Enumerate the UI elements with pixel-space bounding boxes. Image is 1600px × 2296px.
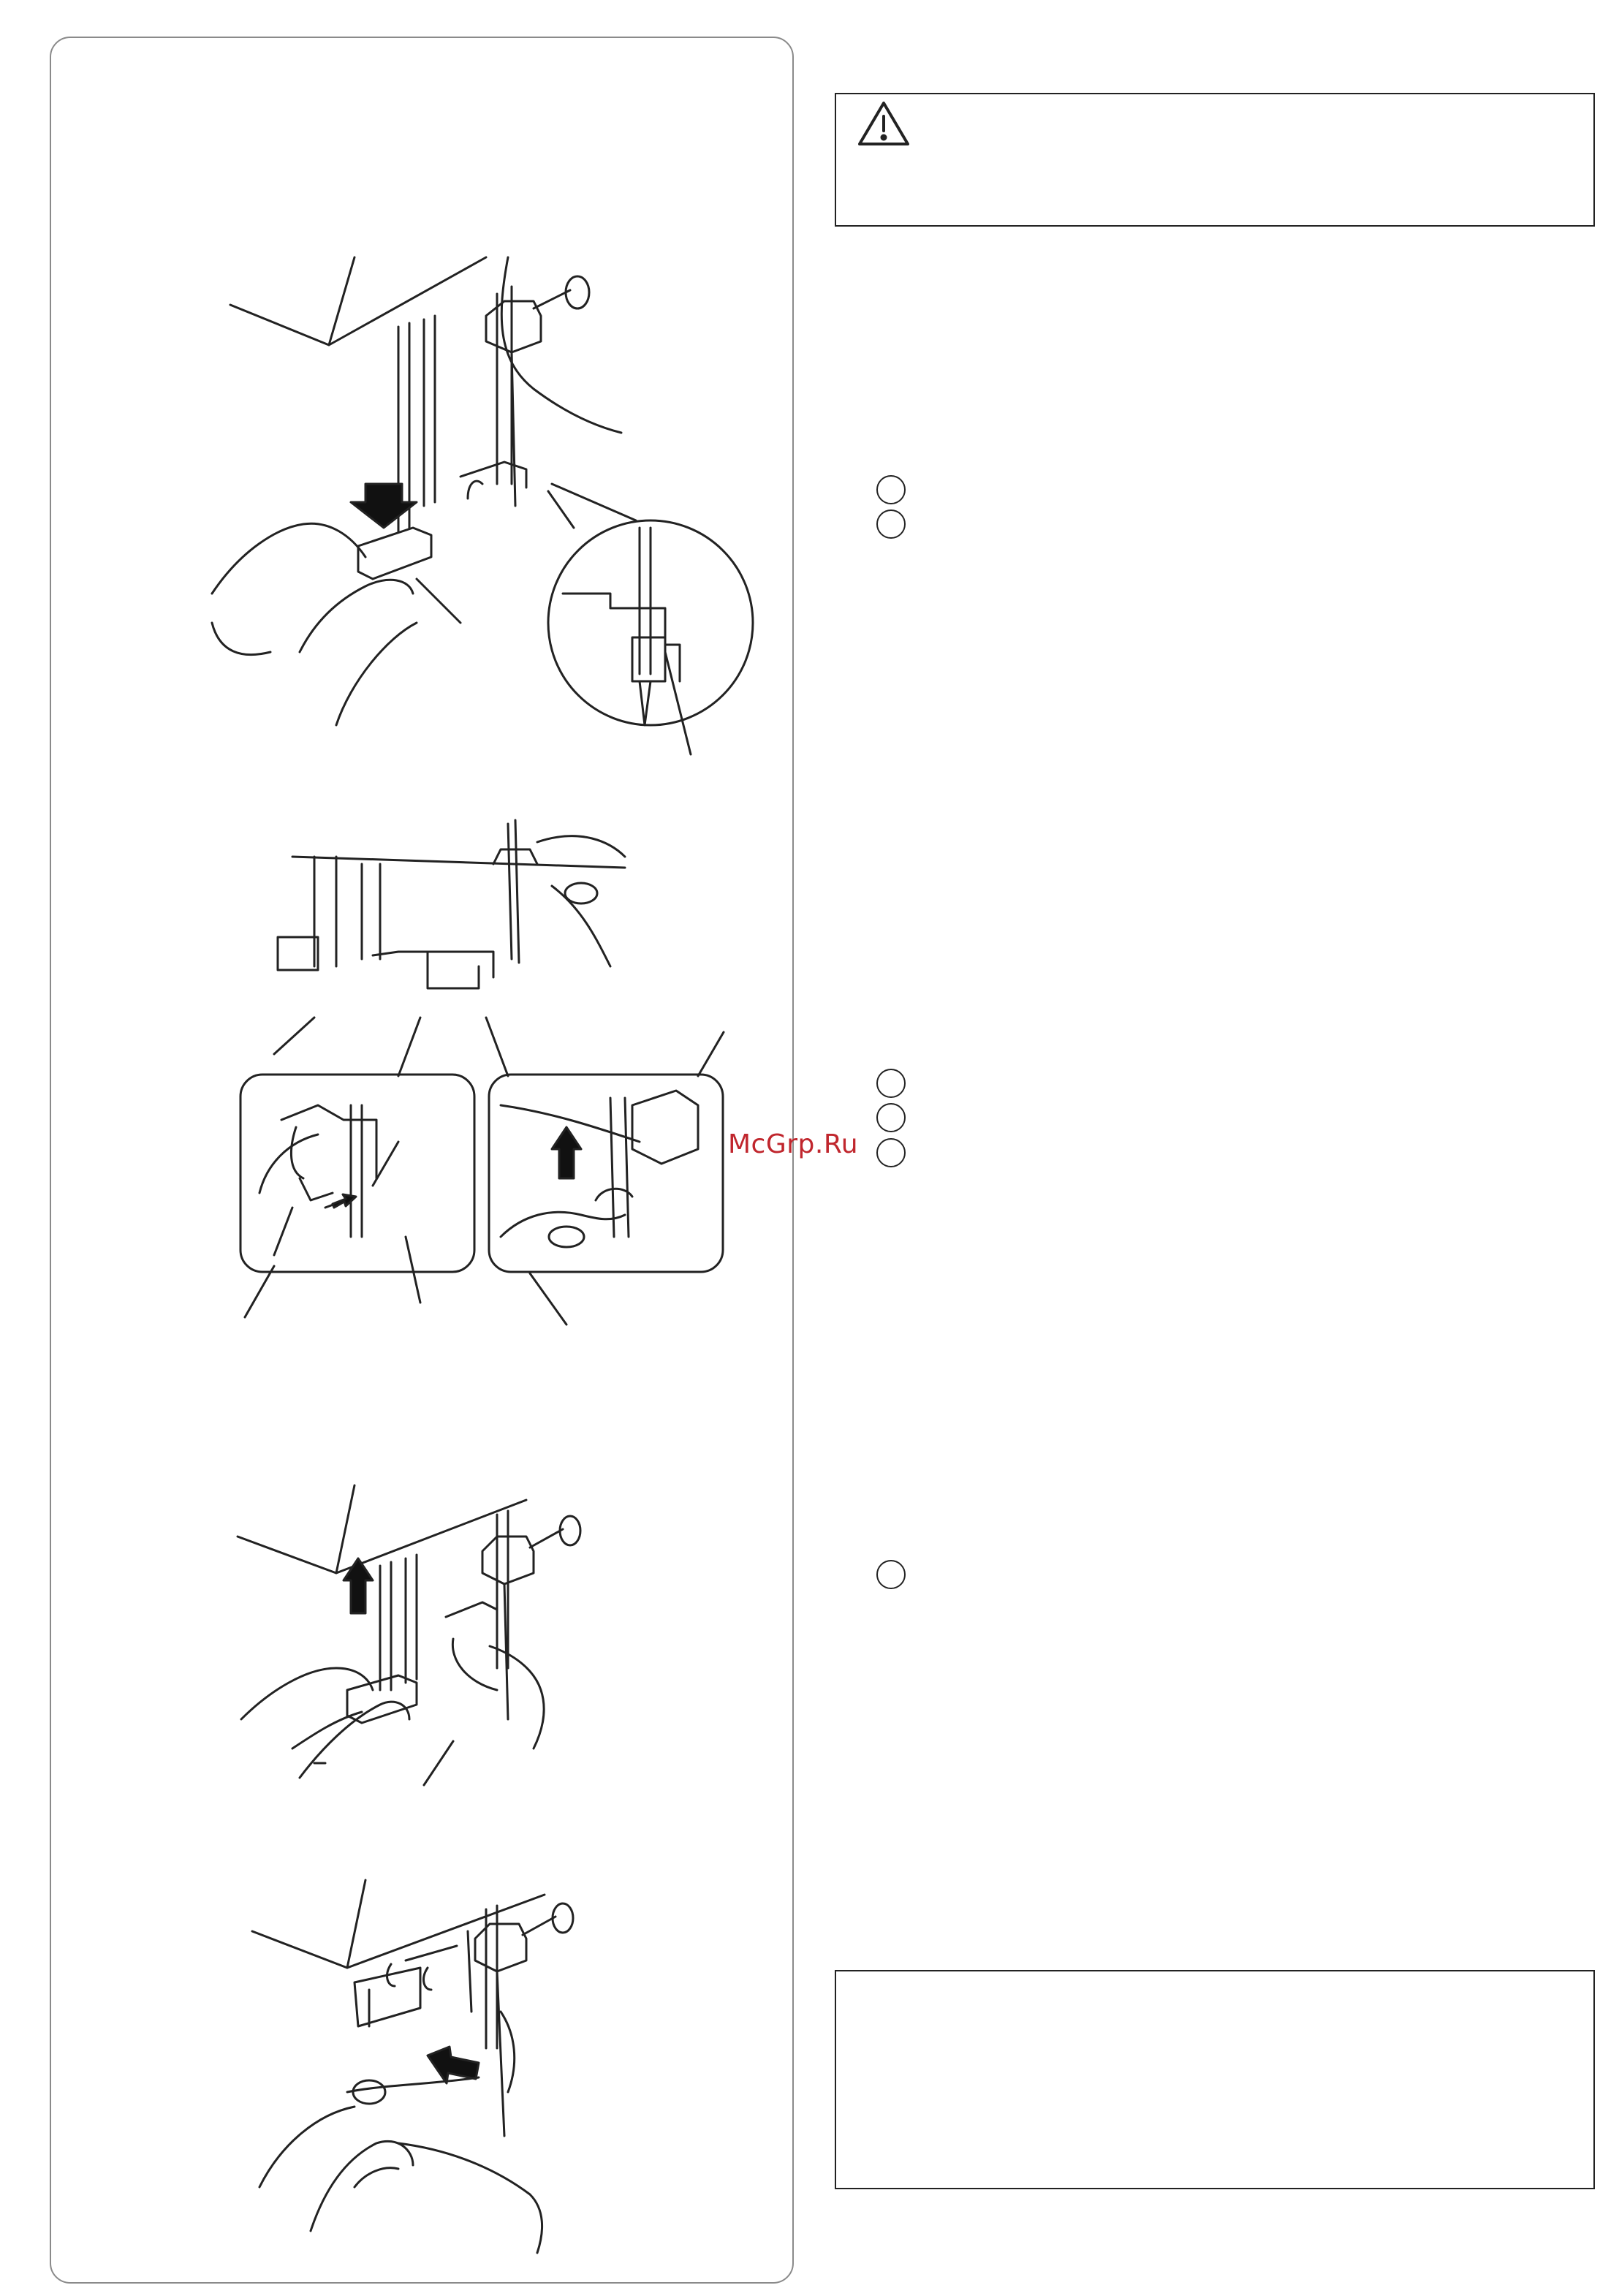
step-marker [876, 1138, 906, 1167]
illustration-panel [50, 37, 794, 2284]
step-marker [876, 1103, 906, 1132]
figure-1 [153, 213, 767, 784]
figure-3 [205, 1471, 716, 1807]
step-marker [876, 509, 906, 539]
threader-lever-release-illustration [205, 1471, 716, 1807]
step-marker [876, 1560, 906, 1589]
step-marker [876, 1069, 906, 1098]
note-box [835, 1970, 1595, 2189]
warning-triangle-icon [857, 100, 911, 147]
watermark-text: McGrp.Ru [728, 1129, 859, 1159]
step-marker [876, 475, 906, 504]
pull-thread-loop-illustration [238, 1865, 705, 2253]
figure-4 [238, 1865, 705, 2253]
needle-threader-lowering-illustration [153, 213, 767, 784]
warning-box [835, 93, 1595, 227]
thread-hook-guide-illustration [186, 798, 786, 1339]
figure-2 [186, 798, 786, 1339]
